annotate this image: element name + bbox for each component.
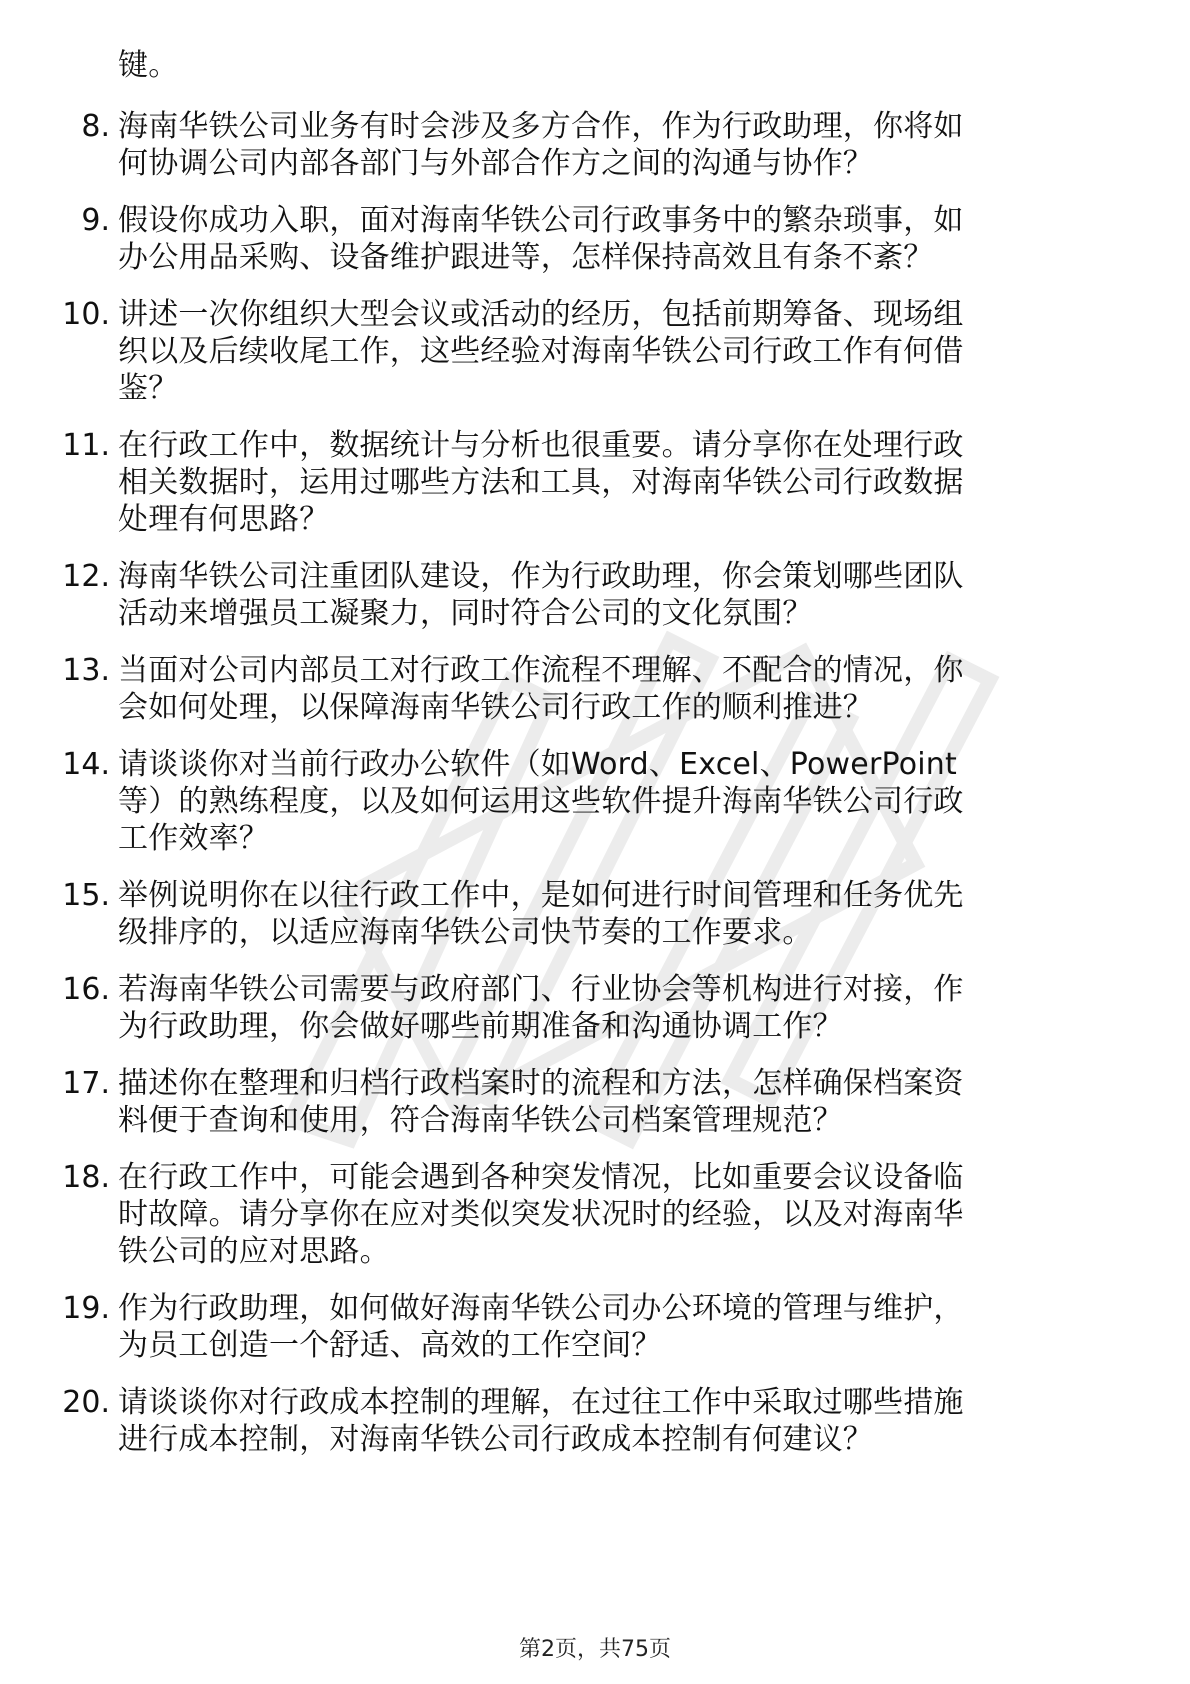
question-text-line: 讲述一次你组织大型会议或活动的经历，包括前期筹备、现场组 (118, 297, 964, 332)
question-text-line: 会如何处理，以保障海南华铁公司行政工作的顺利推进？ (118, 690, 873, 725)
question-text-line: 为员工创造一个舒适、高效的工作空间？ (118, 1328, 662, 1363)
question-text-line: 何协调公司内部各部门与外部合作方之间的沟通与协作？ (118, 146, 873, 181)
question-text-line: 织以及后续收尾工作，这些经验对海南华铁公司行政工作有何借 (118, 334, 964, 369)
question-number: 12. (62, 559, 110, 594)
question-text-line: 假设你成功入职，面对海南华铁公司行政事务中的繁杂琐事，如 (118, 203, 964, 238)
question-text-line: 活动来增强员工凝聚力，同时符合公司的文化氛围？ (118, 596, 813, 631)
question-number: 14. (62, 747, 110, 782)
question-text-line: 处理有何思路？ (118, 502, 330, 537)
question-text-line: 时故障。请分享你在应对类似突发状况时的经验，以及对海南华 (118, 1197, 964, 1232)
question-number: 19. (62, 1291, 110, 1326)
question-text-line: 请谈谈你对行政成本控制的理解，在过往工作中采取过哪些措施 (118, 1385, 964, 1420)
question-text-line: 为行政助理，你会做好哪些前期准备和沟通协调工作？ (118, 1009, 843, 1044)
question-number: 18. (62, 1160, 110, 1195)
question-text-line: 海南华铁公司注重团队建设，作为行政助理，你会策划哪些团队 (118, 559, 964, 594)
question-text-line: 等）的熟练程度，以及如何运用这些软件提升海南华铁公司行政 (118, 784, 964, 819)
question-text-line: 描述你在整理和归档行政档案时的流程和方法，怎样确保档案资 (118, 1066, 964, 1101)
question-number: 13. (62, 653, 110, 688)
question-number: 10. (62, 297, 110, 332)
question-text-line: 进行成本控制，对海南华铁公司行政成本控制有何建议？ (118, 1422, 873, 1457)
continuation-line: 键。 (118, 48, 179, 83)
question-number: 8. (81, 109, 110, 144)
question-number: 16. (62, 972, 110, 1007)
question-text-line: 当面对公司内部员工对行政工作流程不理解、不配合的情况，你 (118, 653, 964, 688)
question-number: 9. (81, 203, 110, 238)
question-text-line: 在行政工作中，数据统计与分析也很重要。请分享你在处理行政 (118, 428, 964, 463)
question-text-line: 相关数据时，运用过哪些方法和工具，对海南华铁公司行政数据 (118, 465, 964, 500)
question-text-line: 工作效率？ (118, 821, 269, 856)
question-text-line: 若海南华铁公司需要与政府部门、行业协会等机构进行对接，作 (118, 972, 964, 1007)
question-text-line: 鉴？ (118, 371, 179, 406)
page-footer: 第2页，共75页 (519, 1637, 671, 1662)
question-text-line: 级排序的，以适应海南华铁公司快节奏的工作要求。 (118, 915, 813, 950)
question-text-line: 作为行政助理，如何做好海南华铁公司办公环境的管理与维护， (118, 1291, 964, 1326)
question-text-line: 在行政工作中，可能会遇到各种突发情况，比如重要会议设备临 (118, 1160, 964, 1195)
question-text-line: 办公用品采购、设备维护跟进等，怎样保持高效且有条不紊？ (118, 240, 934, 275)
question-number: 17. (62, 1066, 110, 1101)
question-text-line: 请谈谈你对当前行政办公软件（如Word、Excel、PowerPoint (118, 747, 957, 782)
question-number: 11. (62, 428, 110, 463)
question-number: 15. (62, 878, 110, 913)
question-text-line: 海南华铁公司业务有时会涉及多方合作，作为行政助理，你将如 (118, 109, 964, 144)
question-text-line: 举例说明你在以往行政工作中，是如何进行时间管理和任务优先 (118, 878, 964, 913)
question-text-line: 料便于查询和使用，符合海南华铁公司档案管理规范？ (118, 1103, 843, 1138)
question-text-line: 铁公司的应对思路。 (118, 1234, 390, 1269)
question-number: 20. (62, 1385, 110, 1420)
